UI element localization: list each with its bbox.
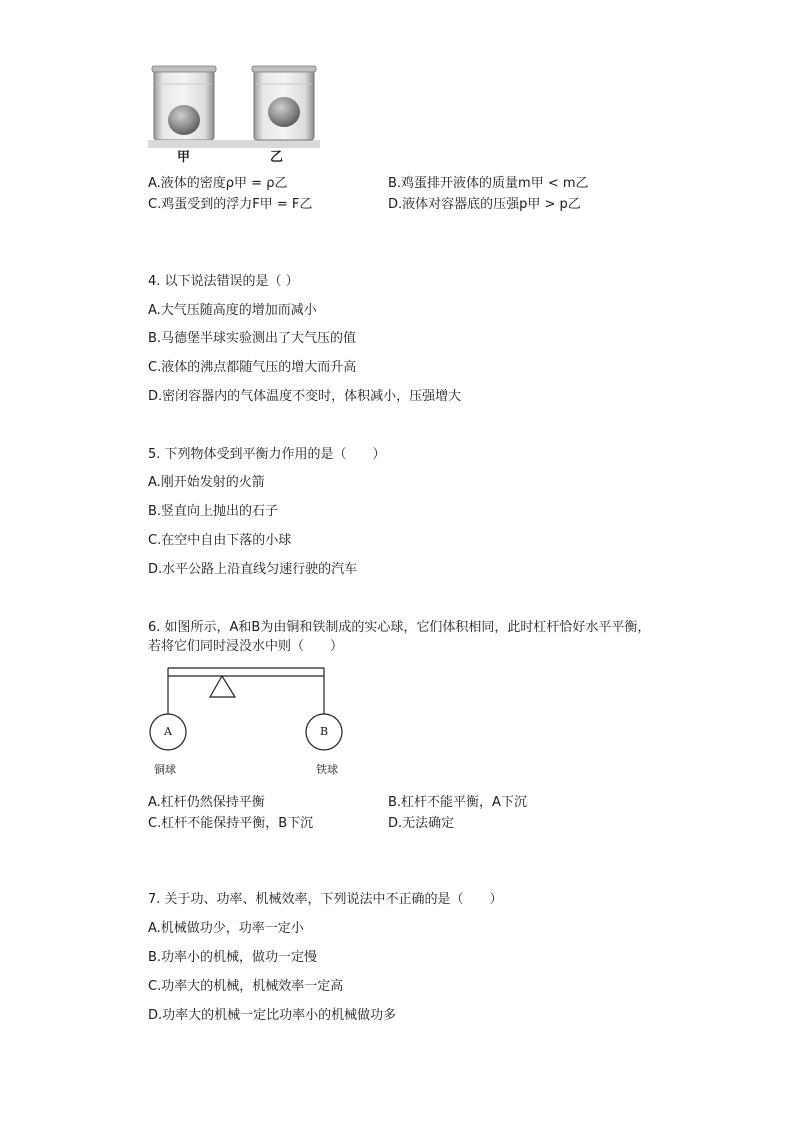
beaker-label-yi: 乙 bbox=[270, 150, 284, 165]
egg-yi bbox=[268, 97, 300, 127]
q3-option-c: C.鸡蛋受到的浮力F甲 = F乙 bbox=[148, 197, 313, 212]
q4-option-c: C.液体的沸点都随气压的增大而升高 bbox=[148, 360, 357, 375]
q5-stem: 5. 下列物体受到平衡力作用的是（ ） bbox=[148, 447, 386, 462]
beakers-illustration bbox=[148, 62, 320, 166]
q6-option-a: A.杠杆仍然保持平衡 bbox=[148, 795, 265, 810]
q7-stem: 7. 关于功、功率、机械效率，下列说法中不正确的是（ ） bbox=[148, 892, 503, 907]
q4-stem: 4. 以下说法错误的是（ ） bbox=[148, 274, 299, 289]
label-copper-ball: 铜球 bbox=[154, 763, 176, 776]
q7-option-b: B.功率小的机械，做功一定慢 bbox=[148, 950, 318, 965]
beakers-image bbox=[148, 62, 320, 166]
q4-option-a: A.大气压随高度的增加而减小 bbox=[148, 303, 317, 318]
q3-option-b: B.鸡蛋排开液体的质量m甲 < m乙 bbox=[388, 176, 589, 191]
q5-option-d: D.水平公路上沿直线匀速行驶的汽车 bbox=[148, 562, 358, 577]
ball-a-letter: A bbox=[164, 725, 172, 738]
q4-option-b: B.马德堡半球实验测出了大气压的值 bbox=[148, 331, 357, 346]
q7-option-a: A.机械做功少，功率一定小 bbox=[148, 921, 304, 936]
q4-option-d: D.密闭容器内的气体温度不变时，体积减小，压强增大 bbox=[148, 389, 462, 404]
beaker-yi bbox=[252, 66, 316, 140]
q3-option-a: A.液体的密度ρ甲 = ρ乙 bbox=[148, 176, 288, 191]
egg-jia bbox=[168, 105, 200, 135]
lever-diagram bbox=[146, 664, 346, 779]
q6-option-b: B.杠杆不能平衡，A下沉 bbox=[388, 795, 527, 810]
q6-option-c: C.杠杆不能保持平衡，B下沉 bbox=[148, 816, 314, 831]
q7-option-c: C.功率大的机械，机械效率一定高 bbox=[148, 979, 344, 994]
q6-stem-line1: 6. 如图所示，A和B为由铜和铁制成的实心球，它们体积相同，此时杠杆恰好水平平衡， bbox=[148, 620, 651, 635]
q3-option-d: D.液体对容器底的压强p甲 > p乙 bbox=[388, 197, 581, 212]
label-iron-ball: 铁球 bbox=[316, 763, 338, 776]
q5-option-b: B.竖直向上抛出的石子 bbox=[148, 504, 279, 519]
q5-option-c: C.在空中自由下落的小球 bbox=[148, 533, 292, 548]
q7-option-d: D.功率大的机械一定比功率小的机械做功多 bbox=[148, 1008, 397, 1023]
beaker-label-jia: 甲 bbox=[177, 150, 191, 165]
q5-option-a: A.刚开始发射的火箭 bbox=[148, 475, 265, 490]
ball-b-letter: B bbox=[320, 725, 329, 738]
fulcrum-icon bbox=[210, 676, 235, 697]
q6-stem-line2: 若将它们同时浸没水中则（ ） bbox=[148, 639, 344, 654]
q6-option-d: D.无法确定 bbox=[388, 816, 455, 831]
